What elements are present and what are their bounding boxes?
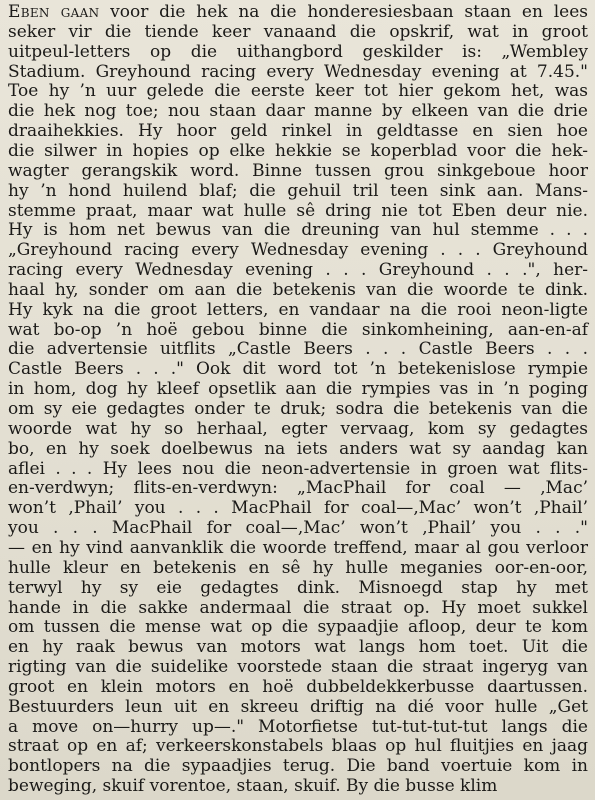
lead-in: Eben gaan [8, 2, 100, 22]
text-line-28: — en hy vind aanvanklik die woorde treffend, maar al gou verloor [8, 537, 588, 558]
text-line-9: wagter gerangskik word. Binne tussen grou sinkgeboue hoor [8, 160, 588, 181]
text-line-29: hulle kleur en betekenis en sê hy hulle meganies oor-en-oor, [8, 557, 588, 578]
text-line-40: beweging, skuif vorentoe, staan, skuif. By die busse klim [8, 776, 498, 797]
text-line-21: om sy eie gedagtes onder te druk; sodra die betekenis van die [8, 399, 588, 419]
text-line-15: haal hy, sonder om aan die betekenis van die woorde te dink. [8, 279, 588, 300]
text-line-2: seker vir die tiende keer vanaand die opskrif, wat in groot [8, 21, 588, 42]
text-line-30: terwyl hy sy eie gedagtes dink. Misnoegd stap hy met [8, 577, 588, 598]
text-line-12: Hy is hom net bewus van die dreuning van hul stemme . . . [8, 220, 588, 241]
text-line-11: stemme praat, maar wat hulle sê dring nie tot Eben deur nie. [8, 200, 588, 221]
text-line-18: die advertensie uitflits „Castle Beers . . . Castle Beers . . . [8, 339, 588, 360]
text-line-34: rigting van die suidelike voorstede staan die straat ingeryg van [8, 657, 588, 678]
text-line-22: woorde wat hy so herhaal, egter vervaag, kom sy gedagtes [8, 418, 588, 439]
text-line-37: a move on—hurry up—." Motorfietse tut-tut-tut-tut langs die [8, 716, 588, 737]
text-line-3: uitpeul-letters op die uithangbord geskilder is: „Wembley [8, 41, 588, 62]
text-line-25: en-verdwyn; flits-en-verdwyn: „MacPhail for coal — ‚Mac’ [8, 478, 588, 499]
text-line-16: Hy kyk na die groot letters, en vandaar na die rooi neon-ligte [8, 299, 588, 320]
text-line-26: won’t ‚Phail’ you . . . MacPhail for coal—‚Mac’ won’t ‚Phail’ [8, 498, 588, 519]
text-line-8: die silwer in hopies op elke hekkie se koperblad voor die hek- [8, 140, 588, 161]
text-line-35: groot en klein motors en hoë dubbeldekkerbusse daartussen. [8, 676, 588, 697]
text-line-24: aflei . . . Hy lees nou die neon-advertensie in groen wat flits- [8, 458, 588, 479]
text-line-33: en hy raak bewus van motors wat langs hom toet. Uit die [8, 637, 588, 658]
text-line-32: om tussen die mense wat op die sypaadjie afloop, deur te kom [8, 617, 588, 638]
text-line-14: racing every Wednesday evening . . . Greyhound . . .", her- [8, 260, 588, 281]
text-line-27: you . . . MacPhail for coal—‚Mac’ won’t ‚Phail’ you . . ." [8, 518, 588, 539]
text-line-10: hy ’n hond huilend blaf; die gehuil tril teen sink aan. Mans- [8, 180, 588, 201]
text-line-7: draaihekkies. Hy hoor geld rinkel in geldtasse en sien hoe [8, 121, 588, 142]
text-line-1: Eben gaan voor die hek na die honderesiesbaan staan en lees [8, 2, 588, 22]
text-line-13: „Greyhound racing every Wednesday evening . . . Greyhound [8, 240, 588, 261]
text-line-20: in hom, dog hy kleef opsetlik aan die rympies vas in ’n poging [8, 379, 588, 400]
text-line-4: Stadium. Greyhound racing every Wednesday evening at 7.45." [8, 61, 588, 82]
text-line-17: wat bo-op ’n hoë gebou binne die sinkomheining, aan-en-af [8, 319, 588, 340]
text-line-31: hande in die sakke andermaal die straat op. Hy moet sukkel [8, 597, 588, 618]
text-line-5: Toe hy ’n uur gelede die eerste keer tot hier gekom het, was [8, 81, 588, 102]
text-line-6: die hek nog toe; nou staan daar manne by elkeen van die drie [8, 101, 588, 122]
text-line-36: Bestuurders leun uit en skreeu driftig na dié voor hulle „Get [8, 696, 588, 717]
text-line-23: bo, en hy soek doelbewus na iets anders wat sy aandag kan [8, 438, 588, 459]
text-line-38: straat op en af; verkeerskonstabels blaas op hul fluitjies en jaag [8, 736, 588, 757]
text-line-19: Castle Beers . . ." Ook dit word tot ’n betekenislose rympie [8, 359, 588, 380]
text-line-39: bontlopers na die sypaadjies terug. Die band voertuie kom in [8, 756, 588, 777]
